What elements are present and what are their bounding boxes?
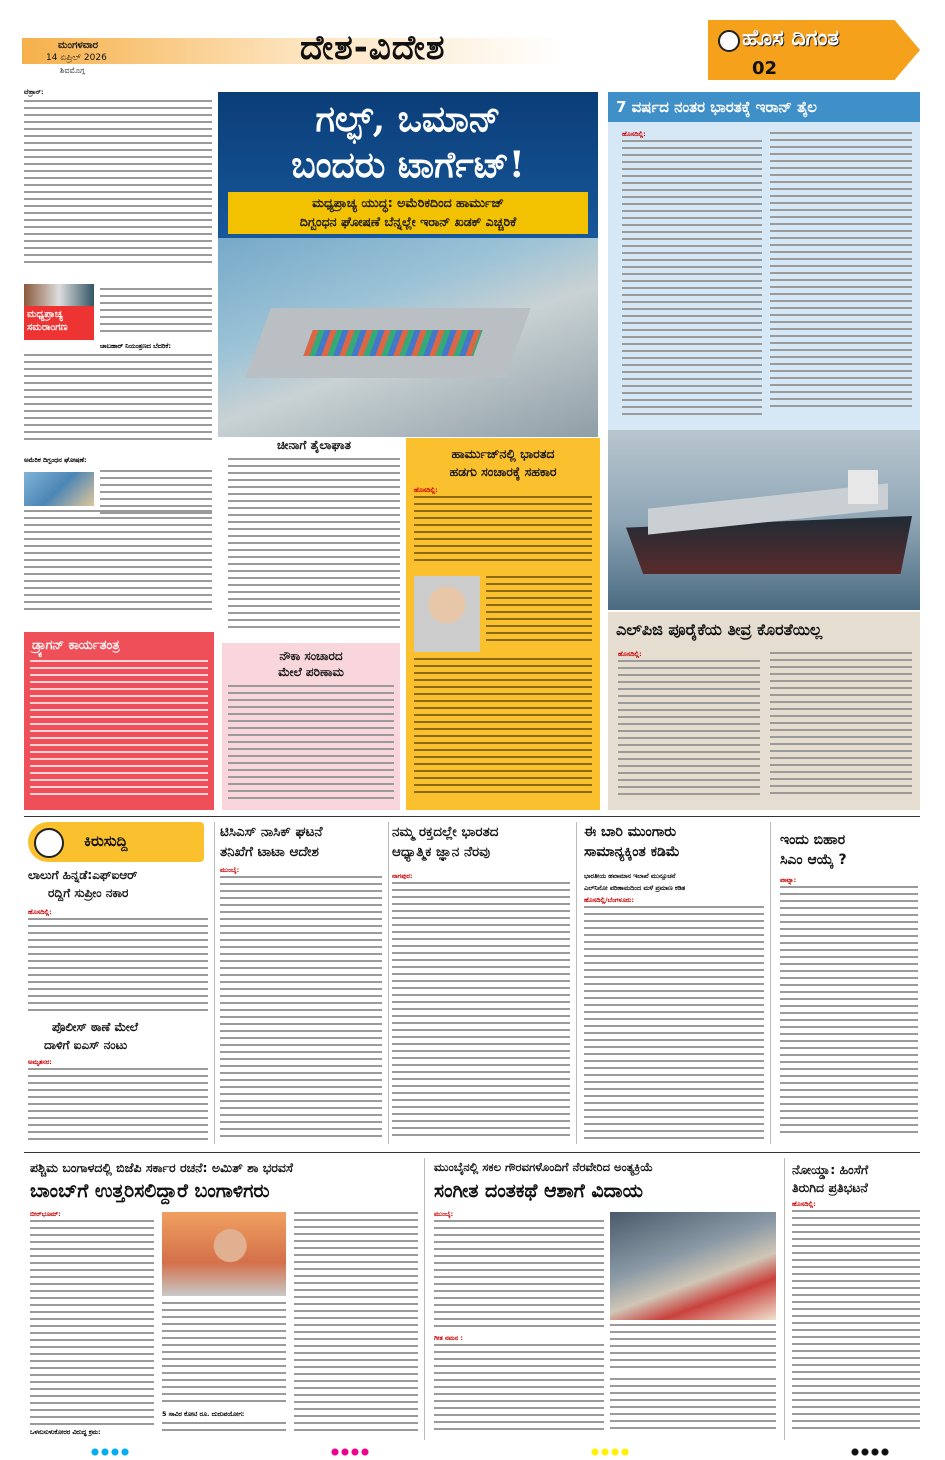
hormuz-body-c	[414, 658, 592, 806]
asha-body-c	[434, 1344, 604, 1440]
lead-headline-1: ಗಲ್ಫ್, ಒಮಾನ್	[315, 98, 501, 140]
masthead-section-title: ದೇಶ-ವಿದೇಶ	[300, 28, 446, 68]
reg-dots-1	[90, 1448, 130, 1456]
kirusuddi-item2-body	[28, 1068, 208, 1148]
col-divider-a	[214, 822, 215, 1144]
hormuz-box	[406, 438, 600, 810]
left-col-sub1: ಚಾಬಹಾರ್ ನಿಯಂತ್ರಣದ ಬೆದರಿಕೆ:	[100, 342, 171, 350]
lpg-dateline: ಹೊಸದಿಲ್ಲಿ:	[618, 650, 642, 658]
bengal-dateline: ಬೀರ್‌ಭೂಮ್:	[30, 1210, 61, 1218]
asha-sub: ಗೀತ ನಮನ :	[434, 1334, 463, 1342]
noida-body	[792, 1210, 920, 1440]
naval-box	[222, 643, 400, 810]
noida-title-1: ನೋಯ್ಡಾ: ಹಿಂಸೆಗೆ	[792, 1162, 869, 1177]
masthead-page-number: 02	[752, 58, 778, 79]
monsoon-title-2: ಸಾಮಾನ್ಯಕ್ಕಿಂತ ಕಡಿಮೆ	[584, 844, 680, 860]
reg-dots-3	[590, 1448, 630, 1456]
kirusuddi-item1-title-1: ಲಾಲುಗೆ ಹಿನ್ನಡೆ:ಎಫ್‌ಐಆರ್	[28, 868, 138, 882]
monsoon-body	[584, 906, 764, 1148]
bengal-body-c	[162, 1422, 286, 1442]
bengal-sub2: ಒಳನುಸುಳುಕೋರರ ವಿರುದ್ಧ ಕ್ರಮ:	[30, 1428, 101, 1436]
tcs-title-2: ತನಿಖೆಗೆ ಟಾಟಾ ಆದೇಶ	[220, 844, 319, 860]
left-col-body	[24, 88, 212, 288]
port-containers	[303, 330, 482, 356]
lead-subhead-2: ದಿಗ್ಬಂಧನ ಘೋಷಣೆ ಬೆನ್ನಲ್ಲೇ ಇರಾನ್ ಖಡಕ್ ಎಚ್ಚರಿಕೆ	[299, 214, 517, 229]
col-divider-e	[424, 1158, 425, 1440]
lead-subhead-1: ಮಧ್ಯಪ್ರಾಚ್ಯ ಯುದ್ಧ: ಅಮೆರಿಕದಿಂದ ಹಾರ್ಮುಜ್	[312, 195, 504, 210]
spiritual-dateline: ನಾಗಪುರ:	[392, 872, 413, 880]
cm-title-1: ಇಂದು ಬಿಹಾರ	[780, 832, 846, 848]
megaphone-icon	[34, 828, 64, 858]
dragon-box	[24, 632, 214, 810]
left-column	[24, 88, 212, 628]
iran-oil-body-left	[622, 140, 762, 430]
iran-oil-body-right	[770, 132, 912, 422]
asha-dateline: ಮುಂಬೈ:	[434, 1210, 454, 1218]
cm-body	[780, 886, 918, 1148]
lpg-story	[608, 612, 920, 810]
hormuz-dateline: ಹೊಸದಿಲ್ಲಿ:	[414, 486, 438, 494]
masthead	[0, 0, 945, 86]
col-divider-c	[576, 822, 577, 1144]
tcs-story	[220, 820, 384, 1150]
noida-story	[788, 1156, 920, 1444]
kirusuddi-label: ಕಿರುಸುದ್ದಿ	[84, 832, 128, 850]
masthead-city: ಶಿವಮೊಗ್ಗ	[60, 66, 85, 75]
china-oil-title: ಚೀನಾಗೆ ತೈಲಾಘಾತ	[276, 438, 352, 452]
hormuz-body-a	[414, 496, 592, 572]
naval-title-2: ಮೇಲೆ ಪರಿಣಾಮ	[278, 665, 344, 679]
monsoon-story	[580, 820, 766, 1150]
bengal-body-d	[294, 1212, 418, 1440]
noida-title-2: ತಿರುಗಿದ ಪ್ರತಿಭಟನೆ	[792, 1180, 868, 1195]
kirusuddi-item1-dateline: ಹೊಸದಿಲ್ಲಿ:	[28, 908, 52, 916]
kirusuddi-item1-title-2: ರದ್ದಿಗೆ ಸುಪ್ರೀಂ ನಕಾರ	[48, 886, 129, 900]
asha-body-d	[610, 1378, 776, 1440]
hormuz-title-2: ಹಡಗು ಸಂಚಾರಕ್ಕೆ ಸಹಕಾರ	[449, 464, 557, 479]
official-photo	[414, 576, 480, 652]
hormuz-body-b	[486, 576, 592, 652]
left-col-lines-d	[24, 510, 212, 622]
cm-dateline: ಪಾಟ್ನಾ:	[780, 876, 797, 884]
bengal-body-a	[30, 1220, 154, 1440]
asha-body-b	[610, 1324, 776, 1374]
dragon-body	[30, 660, 208, 806]
naval-title-1: ನೌಕಾ ಸಂಚಾರದ	[279, 649, 343, 663]
tcs-body	[220, 876, 382, 1148]
dragon-title: ಡ್ರ್ಯಾಗನ್ ಕಾರ್ಯತಂತ್ರ	[32, 638, 120, 653]
kirusuddi-item2-title-1: ಪೊಲೀಸ್ ಠಾಣೆ ಮೇಲೆ	[52, 1020, 139, 1034]
iran-oil-dateline: ಹೊಸದಿಲ್ಲಿ:	[622, 130, 646, 138]
china-oil-body	[228, 458, 400, 638]
col-divider-b	[388, 822, 389, 1144]
kirusuddi-item1-body	[28, 918, 208, 1018]
kirusuddi-item2-dateline: ಅಮೃತಸರ:	[28, 1058, 52, 1066]
lpg-body-left	[618, 660, 760, 806]
lpg-body-right	[770, 652, 912, 806]
monsoon-dateline: ಹೊಸದಿಲ್ಲಿ/ಬೆಂಗಳೂರು:	[584, 896, 634, 904]
lead-headline-2: ಬಂದರು ಟಾರ್ಗೆಟ್!	[291, 144, 525, 186]
kirusuddi-column	[24, 820, 212, 1150]
noida-dateline: ಹೊಸದಿಲ್ಲಿ:	[792, 1200, 816, 1208]
tcs-dateline: ಮುಂಬೈ:	[220, 866, 240, 874]
iran-oil-title: 7 ವರ್ಷದ ನಂತರ ಭಾರತಕ್ಕೆ ಇರಾನ್ ತೈಲ	[616, 98, 817, 116]
left-col-dateline: ಟೆಹ್ರಾನ್:	[24, 88, 44, 96]
left-col-lines-b	[24, 354, 212, 454]
col-divider-f	[784, 1158, 785, 1440]
registration-marks	[0, 1444, 945, 1460]
war-badge	[24, 284, 94, 340]
asha-title-1: ಮುಂಬೈನಲ್ಲಿ ಸಕಲ ಗೌರವಗಳೊಂದಿಗೆ ನೆರವೇರಿದ ಅಂತ್ಯಕ್ರಿಯೆ	[434, 1160, 654, 1174]
lamp-icon	[718, 30, 740, 52]
lead-story	[218, 92, 598, 437]
bengal-title-1: ಪಶ್ಚಿಮ ಬಂಗಾಳದಲ್ಲಿ ಬಿಜೆಪಿ ಸರ್ಕಾರ ರಚನೆ: ಅಮಿತ್ ಶಾ ಭರವಸೆ	[30, 1160, 294, 1175]
bengal-body-b	[162, 1302, 286, 1408]
cm-story	[776, 820, 920, 1150]
tanker-bridge	[848, 470, 878, 504]
spiritual-title-1: ನಮ್ಮ ರಕ್ತದಲ್ಲೇ ಭಾರತದ	[392, 824, 499, 840]
row-divider-2	[24, 1152, 920, 1153]
bengal-title-2: ಬಾಂಬ್‌ಗೆ ಉತ್ತರಿಸಲಿದ್ದಾರೆ ಬಂಗಾಳಿಗರು	[30, 1180, 270, 1202]
masthead-date: 14 ಏಪ್ರಿಲ್ 2026	[46, 53, 107, 63]
spiritual-title-2: ಆಧ್ಯಾತ್ಮಿಕ ಜ್ಞಾನ ನೆರವು	[392, 844, 491, 860]
asha-title-2: ಸಂಗೀತ ದಂತಕಥೆ ಆಶಾಗೆ ವಿದಾಯ	[434, 1180, 643, 1202]
leaders-photo	[24, 284, 94, 306]
tanker-photo	[608, 430, 920, 610]
spiritual-body	[392, 882, 570, 1148]
row-divider-1	[24, 816, 920, 817]
masthead-logo-text: ಹೊಸ ದಿಗಂತ	[742, 26, 840, 51]
kirusuddi-item2-title-2: ದಾಳಿಗೆ ಐಎಸ್ ನಂಟು	[44, 1038, 128, 1052]
naval-body	[228, 685, 394, 805]
spiritual-story	[392, 820, 572, 1150]
left-col-lines-a	[100, 288, 212, 340]
col-divider-d	[770, 822, 771, 1144]
funeral-photo	[610, 1212, 776, 1320]
iran-oil-story	[608, 92, 920, 610]
map-thumbnail	[24, 472, 94, 506]
china-oil-story	[228, 438, 400, 638]
masthead-day: ಮಂಗಳವಾರ	[58, 40, 99, 51]
hormuz-title-1: ಹಾರ್ಮುಜ್‌ನಲ್ಲಿ ಭಾರತದ	[451, 446, 555, 461]
left-col-sub2: ಅಮೆರಿಕ ದಿಗ್ಬಂಧನ ಘೋಷಣೆ:	[24, 456, 87, 464]
tcs-title-1: ಟಿಸಿಎಸ್ ನಾಸಿಕ್ ಘಟನೆ	[220, 824, 323, 840]
monsoon-title-1: ಈ ಬಾರಿ ಮುಂಗಾರು	[584, 824, 677, 840]
amit-shah-photo	[162, 1212, 286, 1296]
bengal-sub1: 5 ಸಾವಿರ ಕೋಟಿ ರೂ. ದುರುಪಯೋಗ:	[162, 1410, 245, 1418]
asha-story	[430, 1156, 780, 1444]
reg-dots-4	[850, 1448, 890, 1456]
cm-title-2: ಸಿಎಂ ಆಯ್ಕೆ ?	[780, 852, 847, 868]
monsoon-bullet-1: ಭಾರತೀಯ ಹವಾಮಾನ ಇಲಾಖೆ ಮುನ್ಸೂಚನೆ	[584, 872, 676, 880]
reg-dots-2	[330, 1448, 370, 1456]
monsoon-bullet-2: ಎಲ್‌ನಿನೋ ಪರಿಣಾಮದಿಂದ ಮಳೆ ಪ್ರಮಾಣ ಕಡಿತ	[584, 884, 686, 892]
lpg-title: ಎಲ್‌ಪಿಜಿ ಪೂರೈಕೆಯ ತೀವ್ರ ಕೊರತೆಯಿಲ್ಲ	[616, 620, 823, 639]
war-badge-label: ಮಧ್ಯಪ್ರಾಚ್ಯ ಸಮರಾಂಗಣ	[27, 309, 68, 333]
port-photo	[218, 238, 598, 437]
asha-body-a	[434, 1220, 604, 1332]
bengal-story	[24, 1156, 420, 1444]
